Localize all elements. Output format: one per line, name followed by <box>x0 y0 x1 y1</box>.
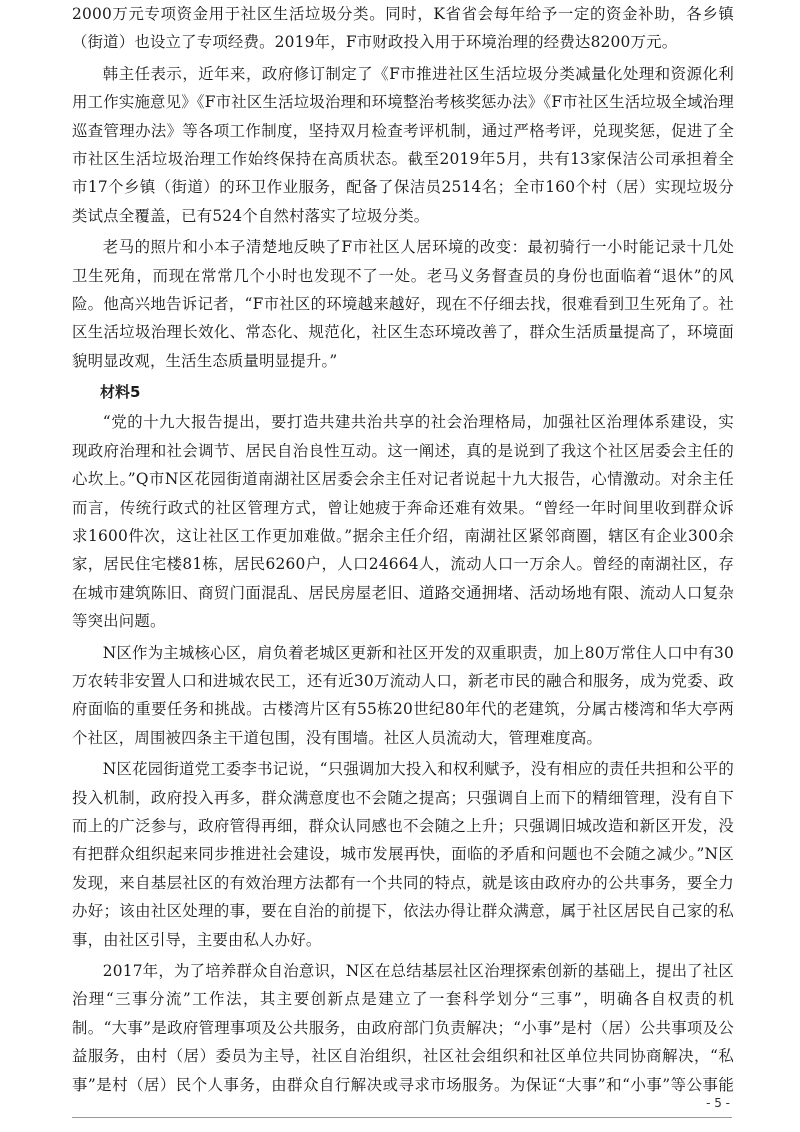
paragraph-han-director: 韩主任表示，近年来，政府修订制定了《F市推进社区生活垃圾分类减量化处理和资源化利用工作实施意见》《F市社区生活垃圾治理和环境整治考核奖惩办法》《F市社区生活垃圾全域治理巡查管理办法》等各项工作制度，坚持双月检查考评机制，通过严格考评，兑现奖惩，促进了全市社区生活垃圾治理工作始终保持在高质状态。截至2019年5月，共有13家保洁公司承担着全市17个乡镇（街道）的环卫作业服务，配备了保洁员2514名；全市160个村（居）实现垃圾分类试点全覆盖，已有524个自然村落实了垃圾分类。 <box>72 64 734 225</box>
paragraph-nanhu-community: “党的十九大报告提出，要打造共建共治共享的社会治理格局，加强社区治理体系建设，实现政府治理和社会调节、居民自治良性互动。这一阐述，真的是说到了我这个社区居委会主任的心坎上。”Q市N区花园街道南湖社区居委会余主任对记者说起十九大报告，心情激动。对余主任而言，传统行政式的社区管理方式，曾让她疲于奔命还难有效果。“曾经一年时间里收到群众诉求1600件次，这让社区工作更加难做。”据余主任介绍，南湖社区紧邻商圈，辖区有企业300余家，居民住宅楼81栋，居民6260户，人口24664人，流动人口一万余人。曾经的南湖社区，存在城市建筑陈旧、商贸门面混乱、居民房屋老旧、道路交通拥堵、活动场地有限、流动人口复杂等突出问题。 <box>72 413 734 631</box>
page-number: - 5 - <box>706 1096 730 1110</box>
section-heading-material-5: 材料5 <box>100 383 141 402</box>
paragraph-secretary-li: N区花园街道党工委李书记说，“只强调加大投入和权利赋予，没有相应的责任共担和公平的投入机制，政府投入再多，群众满意度也不会随之提高；只强调自上而下的精细管理，没有自下而上的广泛参与，政府管得再细，群众认同感也不会随之上升；只强调旧城改造和新区开发，没有把群众组织起来同步推进社会建设，城市发展再快，面临的矛盾和问题也不会随之减少。”N区发现，来自基层社区的有效治理方法都有一个共同的特点，就是该由政府办的公共事务，要全力办好；该由社区处理的事，要在自治的前提下，依法办得让群众满意，属于社区居民自己家的私事，由社区引导，主要由私人办好。 <box>72 760 734 949</box>
paragraph-lao-ma: 老马的照片和小本子清楚地反映了F市社区人居环境的改变：最初骑行一小时能记录十几处卫生死角，而现在常常几个小时也发现不了一处。老马义务督查员的身份也面临着“退休”的风险。他高兴地告诉记者，“F市社区的环境越来越好，现在不仔细去找，很难看到卫生死角了。社区生活垃圾治理长效化、常态化、规范化，社区生态环境改善了，群众生活质量提高了，环境面貌明显改观，生活生态质量明显提升。” <box>72 238 734 370</box>
document-page <box>72 0 734 1100</box>
paragraph-three-affairs: 2017年，为了培养群众自治意识，N区在总结基层社区治理探索创新的基础上，提出了社区治理“三事分流”工作法，其主要创新点是建立了一套科学划分“三事”，明确各自权责的机制。“大事”是政府管理事项及公共服务，由政府部门负责解决；“小事”是村（居）公共事项及公益服务，由村（居）委员为主导，社区自治组织，社区社会组织和社区单位共同协商解决，“私事”是村（居）民个人事务，由群众自行解决或寻求市场服务。为保证“大事”和“小事”等公事能 <box>72 962 734 1094</box>
paragraph-continued: 2000万元专项资金用于社区生活垃圾分类。同时，K省省会每年给予一定的资金补助，各乡镇（街道）也设立了专项经费。2019年，F市财政投入用于环境治理的经费达8200万元。 <box>72 5 734 52</box>
paragraph-n-district: N区作为主城核心区，肩负着老城区更新和社区开发的双重职责，加上80万常住人口中有30万农转非安置人口和进城农民工，还有近30万流动人口，新老市民的融合和服务，成为党委、政府面临的重要任务和挑战。古楼湾片区有55栋20世纪80年代的老建筑，分属古楼湾和华大亭两个社区，周围被四条主干道包围，没有围墙。社区人员流动大，管理难度高。 <box>72 643 734 747</box>
footer-rule <box>72 1117 732 1118</box>
